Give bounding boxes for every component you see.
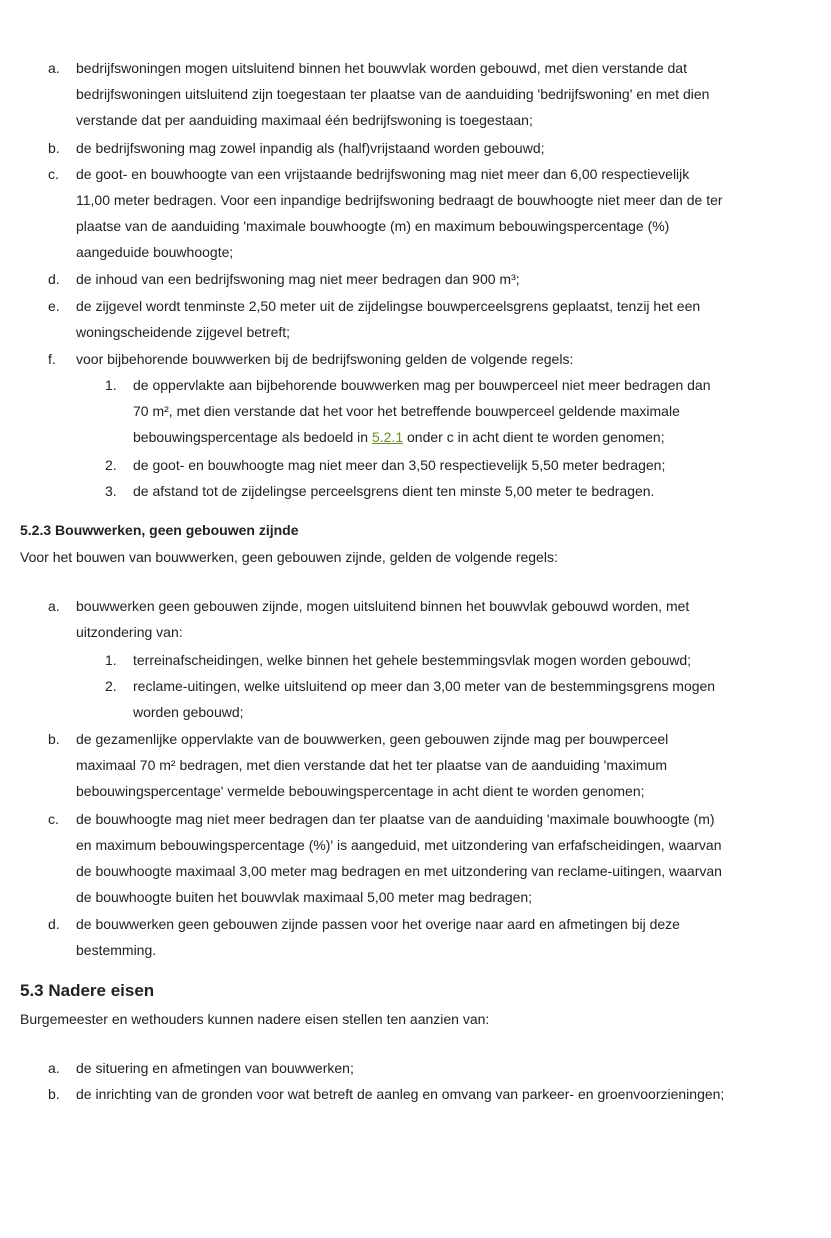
list-marker: b. <box>48 731 60 747</box>
list-item-text: de oppervlakte aan bijbehorende bouwwerken mag per bouwperceel niet meer bedragen dan 70 m², met dien verstande dat het voor het betreffende bouwperceel geldende maximale bebouwingspercentage als bedoeld in 5.2.1 onder c in acht dient te worden genomen; <box>133 377 711 445</box>
list-item-text: de bouwwerken geen gebouwen zijnde passen voor het overige naar aard en afmetingen bij deze bestemming. <box>76 916 680 958</box>
list-marker: 2. <box>105 678 117 694</box>
list-item-text: de afstand tot de zijdelingse perceelsgrens dient ten minste 5,00 meter te bedragen. <box>133 483 655 499</box>
list-item-text: bouwwerken geen gebouwen zijnde, mogen uitsluitend binnen het bouwvlak gebouwd worden, met uitzondering van: <box>76 598 690 640</box>
list-item-text: voor bijbehorende bouwwerken bij de bedrijfswoning gelden de volgende regels: <box>76 351 574 367</box>
list-marker: b. <box>48 140 60 156</box>
list-marker: 1. <box>105 377 117 393</box>
list-marker: 3. <box>105 483 117 499</box>
list-marker: b. <box>48 1086 60 1102</box>
list-marker: c. <box>48 811 59 827</box>
list-item-text: de goot- en bouwhoogte van een vrijstaande bedrijfswoning mag niet meer dan 6,00 respectievelijk 11,00 meter bedragen. Voor een inpandige bedrijfswoning bedraagt de bouwhoogte niet meer dan de ter plaatse van de aanduiding 'maximale bouwhoogte (m) en maximum bebouwingspercentage (%) aangeduide bouwhoogte; <box>76 166 723 260</box>
list-item-text: de situering en afmetingen van bouwwerken; <box>76 1060 354 1076</box>
list-marker: d. <box>48 271 60 287</box>
list-marker: 1. <box>105 652 117 668</box>
list-item-text: de gezamenlijke oppervlakte van de bouwwerken, geen gebouwen zijnde mag per bouwperceel maximaal 70 m² bedragen, met dien verstande dat het ter plaatse van de aanduiding 'maximum bebouwingspercentage' vermelde bebouwingspercentage in acht dient te worden genomen; <box>76 731 669 799</box>
list-item-text: de bouwhoogte mag niet meer bedragen dan ter plaatse van de aanduiding 'maximale bouwhoogte (m) en maximum bebouwingspercentage (%)' is aangeduid, met uitzondering van erfafscheidingen, waarvan de bouwhoogte maximaal 3,00 meter mag bedragen en met uitzondering van reclame-uitingen, waarvan de bouwhoogte buiten het bouwvlak maximaal 5,00 meter mag bedragen; <box>76 811 722 905</box>
list-marker: c. <box>48 166 59 182</box>
article-link[interactable]: 5.2.1 <box>371 429 404 445</box>
list-item-text: bedrijfswoningen mogen uitsluitend binnen het bouwvlak worden gebouwd, met dien verstande dat bedrijfswoningen uitsluitend zijn toegestaan ter plaatse van de aanduiding 'bedrijfswoning' en met dien verstande dat per aanduiding maximaal één bedrijfswoning is toegestaan; <box>76 60 710 128</box>
list-marker: a. <box>48 1060 60 1076</box>
list-item-text: de inrichting van de gronden voor wat betreft de aanleg en omvang van parkeer- en groenvoorzieningen; <box>76 1086 725 1102</box>
list-item-text: de zijgevel wordt tenminste 2,50 meter uit de zijdelingse bouwperceelsgrens geplaatst, tenzij het een woningscheidende zijgevel betreft; <box>76 298 701 340</box>
list-item-text: reclame-uitingen, welke uitsluitend op meer dan 3,00 meter van de bestemmingsgrens mogen worden gebouwd; <box>133 678 716 720</box>
list-item-text: de bedrijfswoning mag zowel inpandig als (half)vrijstaand worden gebouwd; <box>76 140 545 156</box>
list-item-text: terreinafscheidingen, welke binnen het gehele bestemmingsvlak mogen worden gebouwd; <box>133 652 692 668</box>
list-item-text: de inhoud van een bedrijfswoning mag niet meer bedragen dan 900 m³; <box>76 271 520 287</box>
section-heading-523: 5.2.3 Bouwwerken, geen gebouwen zijnde <box>20 522 299 538</box>
section-intro-53: Burgemeester en wethouders kunnen nadere eisen stellen ten aanzien van: <box>20 1011 490 1027</box>
list-marker: f. <box>48 351 56 367</box>
list-marker: e. <box>48 298 60 314</box>
list-marker: 2. <box>105 457 117 473</box>
list-marker: a. <box>48 598 60 614</box>
section-heading-53: 5.3 Nadere eisen <box>20 981 155 1000</box>
section-intro-523: Voor het bouwen van bouwwerken, geen gebouwen zijnde, gelden de volgende regels: <box>20 549 558 565</box>
list-item-text: de goot- en bouwhoogte mag niet meer dan 3,50 respectievelijk 5,50 meter bedragen; <box>133 457 666 473</box>
list-marker: d. <box>48 916 60 932</box>
list-marker: a. <box>48 60 60 76</box>
